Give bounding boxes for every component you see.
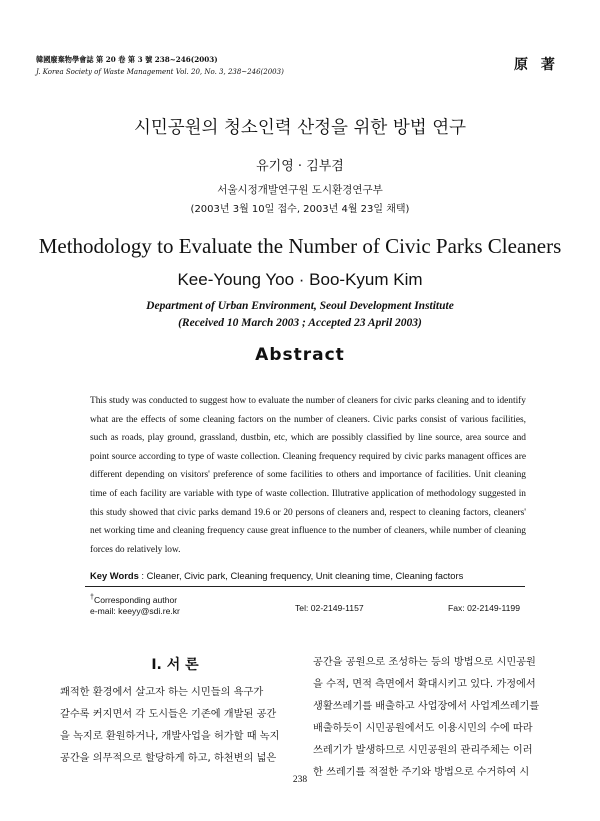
journal-header — [36, 54, 284, 78]
body-column-right — [313, 652, 551, 784]
affiliation-korean: 서울시정개발연구원 도시환경연구부 — [217, 184, 383, 196]
dates-korean: (2003년 3월 10일 접수, 2003년 4월 23일 채택) — [190, 204, 410, 215]
body-line: 을 수적, 면적 측면에서 확대시키고 있다. 가정에서 — [313, 679, 536, 690]
body-line: 한 쓰레기를 적절한 주기와 방법으로 수거하여 시 — [313, 767, 530, 778]
affiliation-english-block — [0, 298, 600, 332]
body-line: 생활쓰레기를 배출하고 사업장에서 사업계쓰레기를 — [313, 701, 540, 712]
corresponding-tel: Tel: 02-2149-1157 — [295, 603, 364, 613]
page-number: 238 — [292, 775, 308, 785]
body-line: 쾌적한 환경에서 살고자 하는 시민들의 욕구가 — [60, 687, 264, 698]
body-line: 배출하듯이 시민공원에서도 이용시민의 수에 따라 — [313, 723, 533, 734]
section-heading-introduction: Ⅰ. 서 론 — [151, 657, 199, 673]
abstract-body: This study was conducted to suggest how to evaluate the number of cleaners for civic parks cleaning and to identify what are the effects of some cleaning factors on the number of cleaners. Civic parks consist of various facilities, such as roads, play ground, grassland, dustbin, etc, which are possibly classified by line source, area source and point source according to type of waste collection. Cleaning frequency required by civic parks managent offices are different depending on visitors' preference of some facilities to others and importance of facilities. Unit cleaning time of each facility are variable with type of waste collection. Illutrative application of methodology suggested in this study showed that civic parks demand 19.6 or 20 persons of cleaners and, respect to cleaning factors, cleaners' net working time and cleaning frequency cause great influence to the number of cleaners, while number of cleaning forces do relatively low. — [90, 396, 526, 555]
corresponding-author — [90, 592, 180, 617]
keywords-label: Key Words — [90, 570, 139, 581]
title-korean: 시민공원의 청소인력 산정을 위한 방법 연구 — [133, 118, 467, 138]
title-english: Methodology to Evaluate the Number of Civic Parks Cleaners — [38, 234, 562, 258]
body-line: 공간을 의무적으로 할당하게 하고, 하천변의 넓은 — [60, 753, 277, 764]
body-line: 을 녹지로 환원하거나, 개발사업을 허가할 때 녹지 — [60, 731, 280, 742]
dagger-mark: † — [90, 593, 94, 601]
corresponding-email: e-mail: keeyy@sdi.re.kr — [90, 605, 180, 616]
footnote-divider — [85, 586, 525, 587]
authors-english: Kee-Young Yoo · Boo-Kyum Kim — [177, 270, 423, 289]
corresponding-fax: Fax: 02-2149-1199 — [448, 603, 520, 613]
journal-header-ko: 韓國廢棄物學會誌 第 20 卷 第 3 號 238~246(2003) — [36, 55, 218, 64]
keywords-list: : Cleaner, Civic park, Cleaning frequency, Unit cleaning time, Cleaning factors — [141, 570, 464, 581]
dates-english: (Received 10 March 2003 ; Accepted 23 April 2003) — [178, 317, 422, 329]
body-line: 갈수록 커지면서 각 도시들은 기존에 개발된 공간 — [60, 709, 277, 720]
corresponding-label: Corresponding author — [93, 594, 178, 605]
abstract-heading: Abstract — [255, 345, 345, 365]
authors-korean: 유기영 · 김부겸 — [256, 159, 344, 174]
body-column-left — [60, 682, 292, 770]
body-line: 쓰레기가 발생하므로 시민공원의 관리주체는 이러 — [313, 745, 533, 756]
keywords — [90, 570, 530, 581]
journal-header-en: J. Korea Society of Waste Management Vol. 20, No. 3, 238~246(2003) — [36, 68, 284, 76]
affiliation-english: Department of Urban Environment, Seoul Development Institute — [146, 300, 454, 312]
article-type-tag: 原 著 — [514, 57, 559, 73]
body-line: 공간을 공원으로 조성하는 등의 방법으로 시민공원 — [313, 657, 536, 668]
